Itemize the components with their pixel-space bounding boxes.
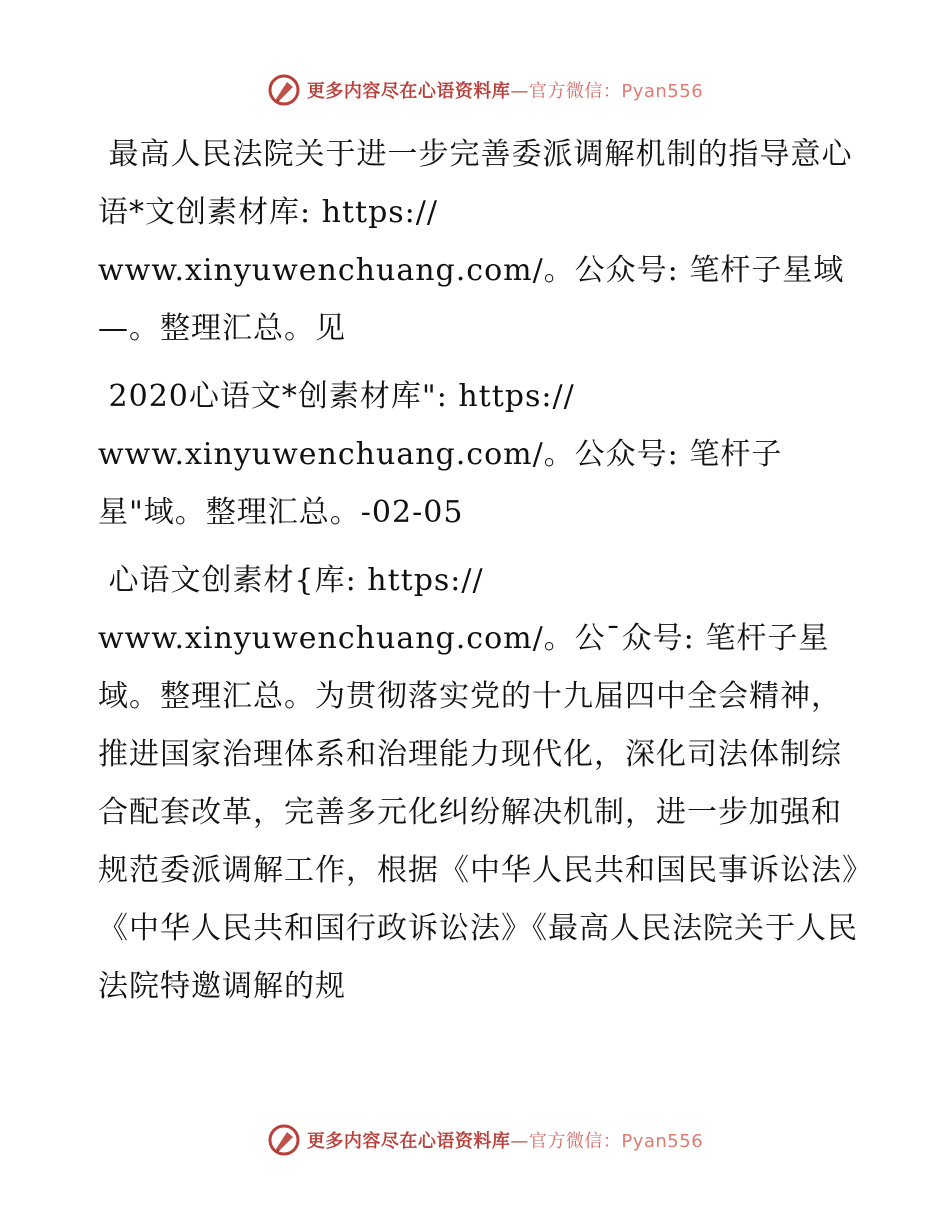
banner-title: 更多内容尽在心语资料库 <box>306 1131 511 1152</box>
banner-dash: — <box>510 1131 529 1152</box>
paragraph-date: 2020心语文*创素材库": https:// www.xinyuwenchuang.com/。公众号: 笔杆子 星"域。整理汇总。-02-05 <box>98 379 783 530</box>
document-body <box>98 126 858 1026</box>
banner-text <box>307 1127 703 1153</box>
banner-text <box>307 77 703 103</box>
paragraph-title: 最高人民法院关于进一步完善委派调解机制的指导意心语*文创素材库: https:// www.xinyuwenchuang.com/。公众号: 笔杆子星域—。整理汇总。见 <box>98 137 853 346</box>
banner-wechat-id: Pyan556 <box>621 1131 704 1152</box>
banner-wechat-id: Pyan556 <box>621 81 704 102</box>
paragraph-body: 心语文创素材{库: https:// www.xinyuwenchuang.com/。公¯众号: 笔杆子星 域。整理汇总。为贯彻落实党的十九届四中全会精神，推进国家治理体系和治理能力现代化，深化司法体制综合配套改革，完善多元化纠纷解决机制，进一步加强和规范委派调解工作，根据《中华人民共和国民事诉讼法》《中华人民共和国行政诉讼法》《最高人民法院关于人民法院特邀调解的规 <box>98 563 858 1004</box>
footer-banner-content <box>267 1123 703 1157</box>
footer-banner <box>0 1120 950 1160</box>
pen-nib-logo-icon <box>267 73 301 107</box>
banner-wechat-label: 官方微信： <box>528 1131 622 1152</box>
pen-nib-logo-icon <box>267 1123 301 1157</box>
header-banner-content <box>267 73 703 107</box>
banner-dash: — <box>510 81 529 102</box>
banner-title: 更多内容尽在心语资料库 <box>306 81 511 102</box>
header-banner <box>0 70 950 110</box>
banner-wechat-label: 官方微信： <box>528 81 622 102</box>
